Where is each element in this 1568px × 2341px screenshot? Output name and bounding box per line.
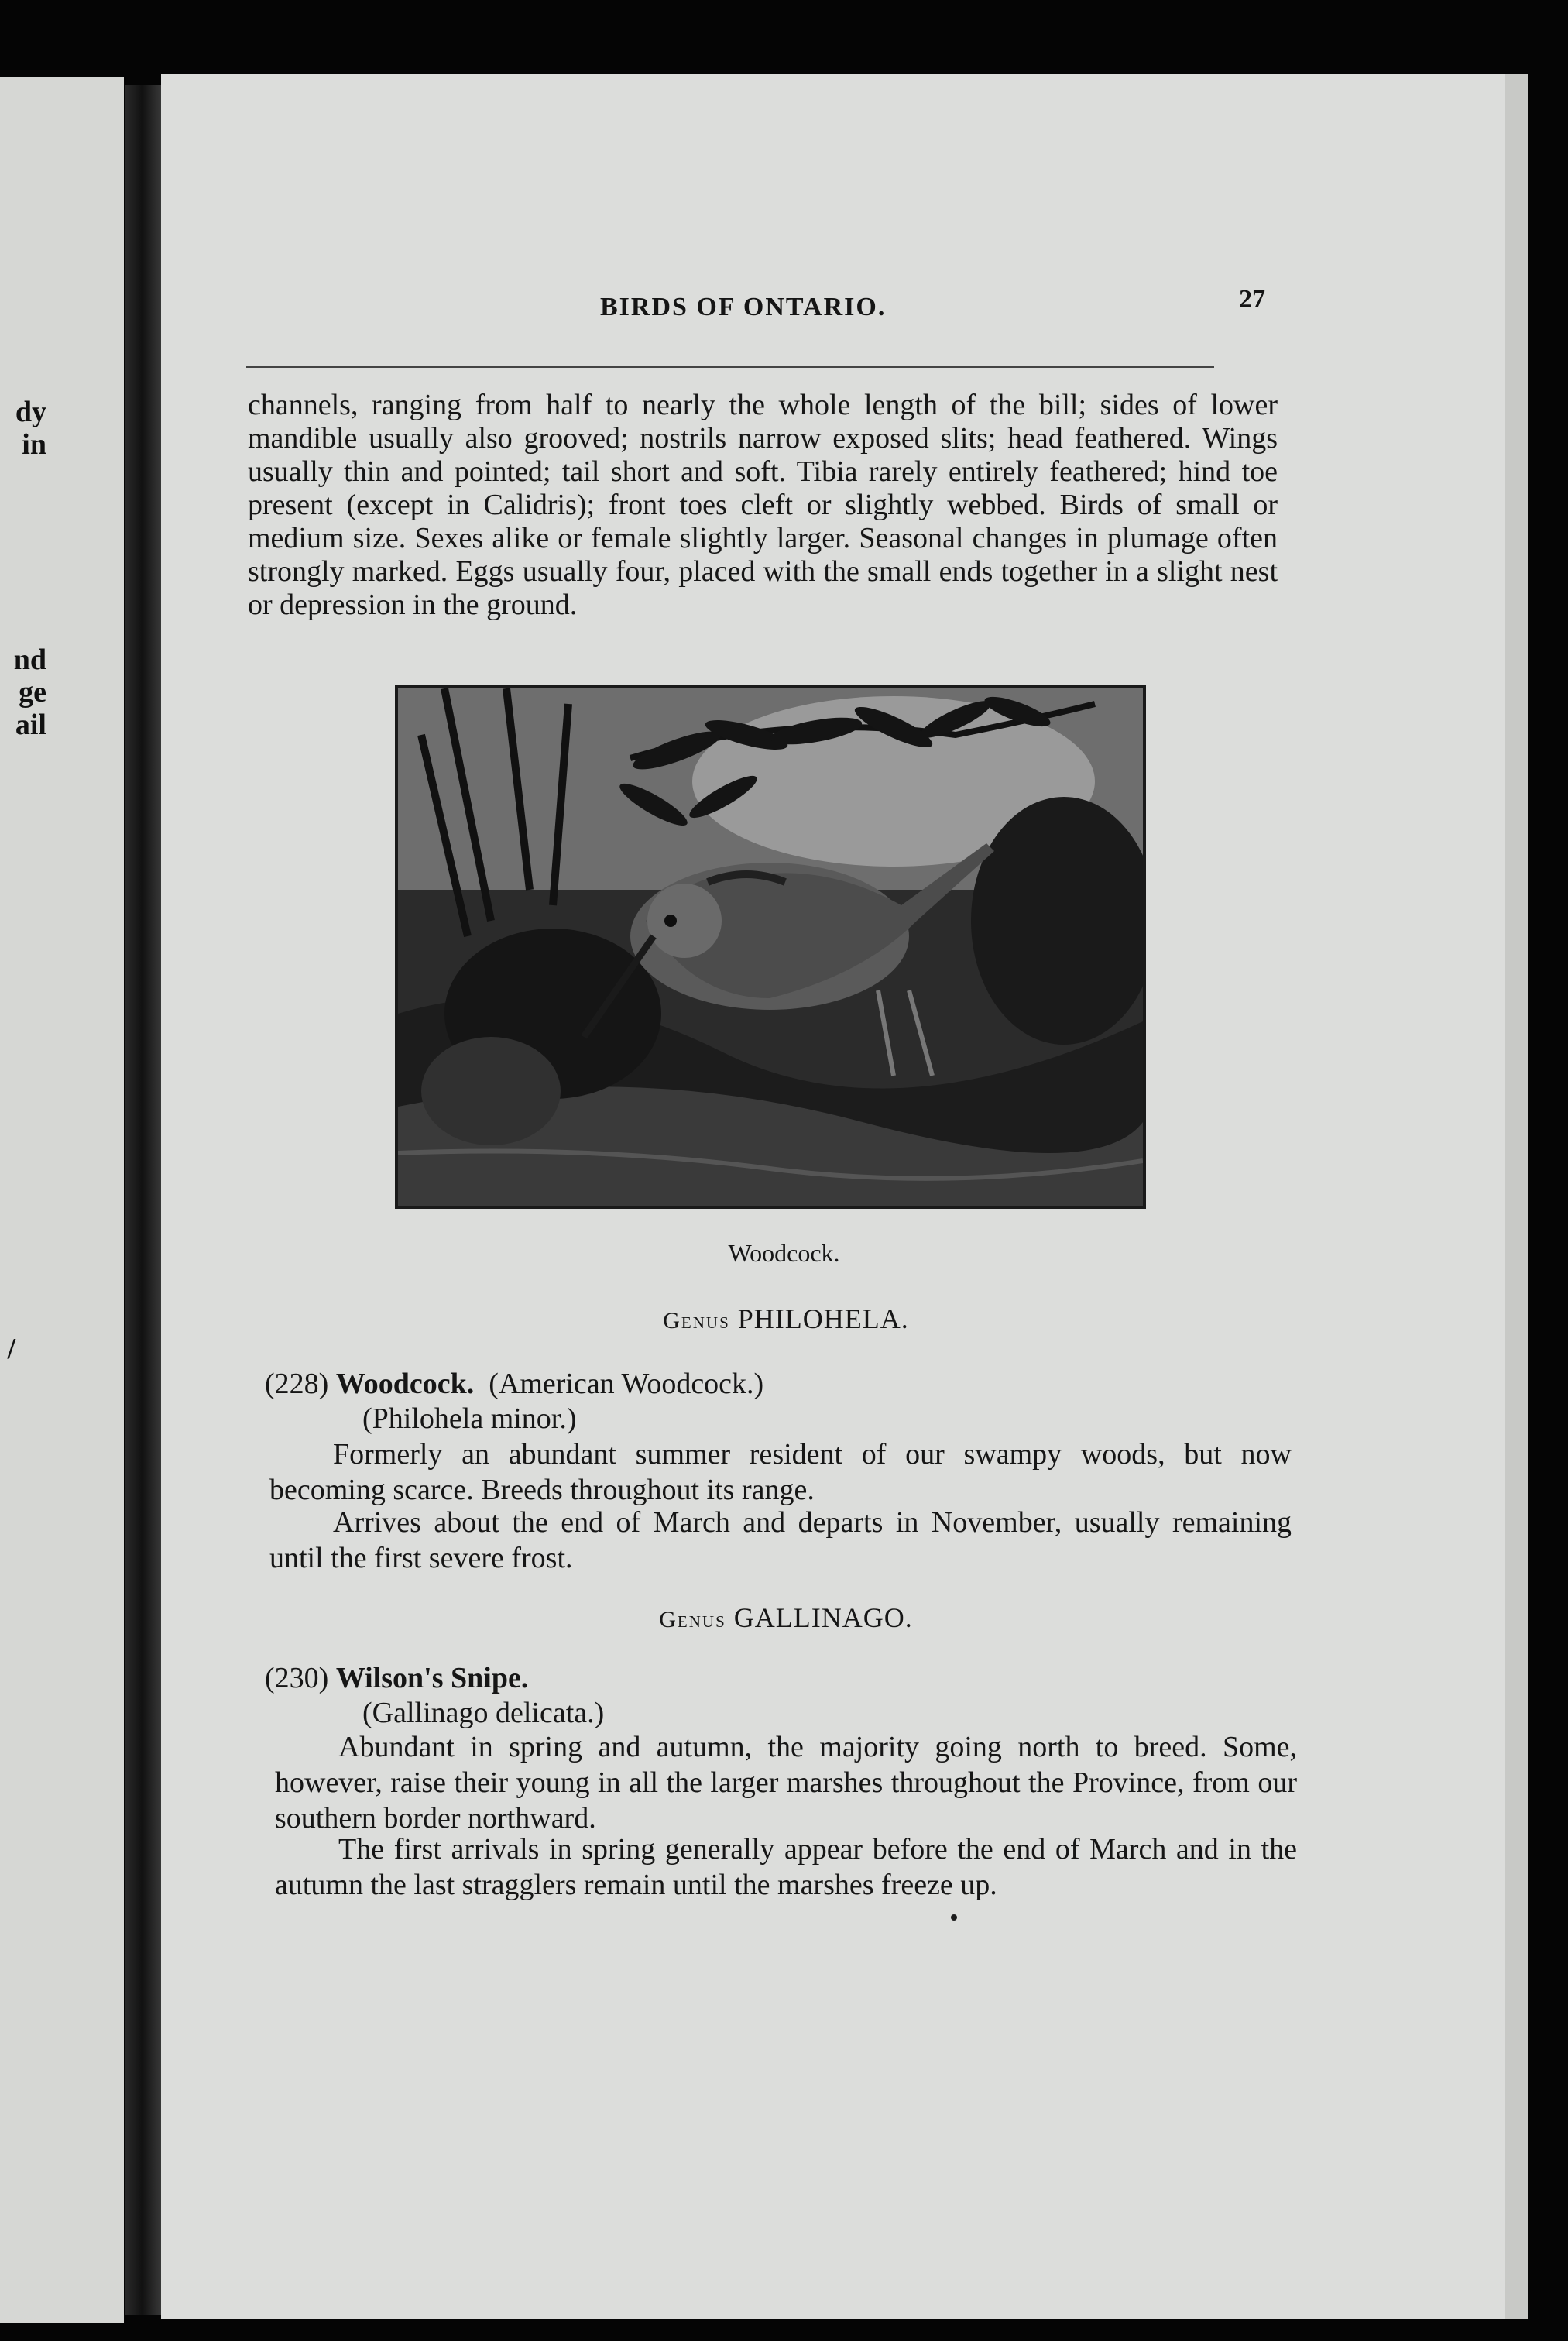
genus-prefix: Genus — [659, 1607, 726, 1632]
species-latin-name: (Gallinago delicata.) — [362, 1697, 605, 1729]
left-page-fragment: ge — [19, 676, 46, 709]
woodcock-engraving — [398, 688, 1143, 1206]
species-common-name: Woodcock. — [335, 1368, 475, 1400]
species-alt-name: (American Woodcock.) — [489, 1368, 764, 1400]
species-paragraph: The first arrivals in spring generally appear before the end of March and in the autumn the last stragglers remain until the marshes freeze up. — [275, 1833, 1297, 1901]
species-entry-wilsons-snipe — [265, 1661, 528, 1695]
print-speck — [951, 1914, 957, 1921]
species-number: (228) — [265, 1368, 329, 1400]
species-paragraph: Arrives about the end of March and departs in November, usually remaining until the first severe frost. — [269, 1506, 1292, 1574]
genus-prefix: Genus — [663, 1308, 730, 1334]
genus-heading-gallinago — [0, 1601, 1568, 1634]
intro-paragraph: channels, ranging from half to nearly the whole length of the bill; sides of lower mandible usually also grooved; nostrils narrow exposed slits; head feathered. Wings usually thin and pointed; tail short and soft. Tibia rarely entirely feathered; hind toe present (except in Calidris); front toes cleft or slightly webbed. Birds of small or medium size. Sexes alike or female slightly larger. Seasonal changes in plumage often strongly marked. Eggs usually four, placed with the small ends together in a slight nest or depression in the ground. — [248, 389, 1278, 621]
species-paragraph: Formerly an abundant summer resident of our swampy woods, but now becoming scarce. Breeds throughout its range. — [269, 1438, 1292, 1506]
genus-heading-philohela — [0, 1303, 1568, 1335]
species-common-name: Wilson's Snipe. — [335, 1662, 529, 1694]
running-head: BIRDS OF ONTARIO. — [600, 293, 887, 321]
genus-name: PHILOHELA. — [737, 1303, 909, 1334]
left-page-fragment: in — [22, 428, 46, 461]
page-number: 27 — [1239, 285, 1265, 314]
page-edge-right — [1505, 74, 1528, 2319]
left-page-fragment: ail — [15, 709, 46, 741]
header-rule — [246, 366, 1214, 368]
left-page-fragment: dy — [15, 396, 46, 428]
left-page-fragment: nd — [13, 644, 46, 676]
woodcock-illustration — [395, 685, 1146, 1209]
species-latin-name: (Philohela minor.) — [362, 1402, 577, 1435]
genus-name: GALLINAGO. — [733, 1602, 913, 1633]
species-number: (230) — [265, 1662, 329, 1694]
left-page-edge — [0, 77, 124, 2323]
book-spine — [125, 85, 163, 2315]
left-page-fragment: / — [7, 1333, 15, 1365]
illustration-caption: Woodcock. — [728, 1239, 840, 1267]
species-paragraph: Abundant in spring and autumn, the majority going north to breed. Some, however, raise their young in all the larger marshes throughout the Province, from our southern border northward. — [275, 1731, 1297, 1835]
species-entry-woodcock — [265, 1367, 763, 1401]
